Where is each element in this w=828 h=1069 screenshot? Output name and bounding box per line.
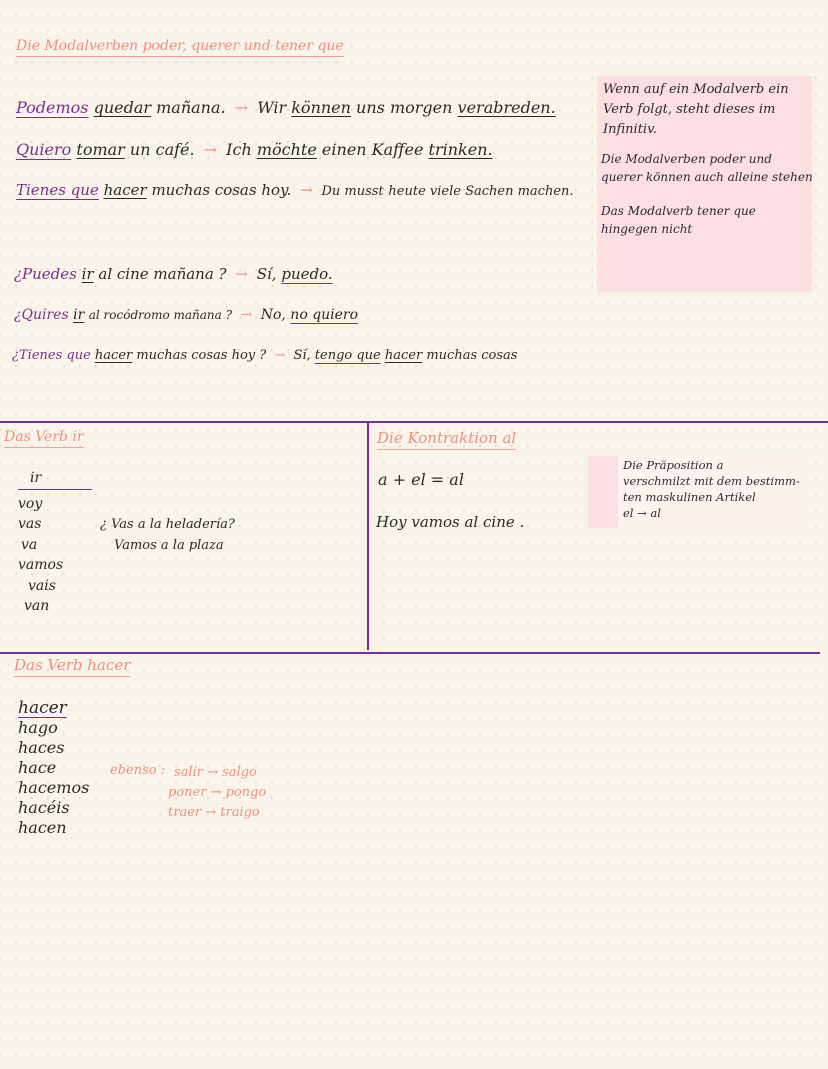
divider-horizontal-top: [0, 421, 828, 423]
arrow-icon: →: [300, 181, 313, 199]
hacer-form: haces: [18, 738, 65, 757]
ir-form: vais: [28, 577, 56, 594]
section-heading-hacer: Das Verb hacer: [14, 656, 130, 677]
question-3-rest: muchas cosas hoy ?: [136, 348, 267, 363]
ir-example-answer: Vamos a la plaza: [114, 538, 224, 553]
example-row-2: [16, 140, 493, 159]
question-3-mark: ¿: [12, 348, 19, 363]
answer-1-modal: puedo.: [281, 265, 333, 283]
example-row-3: [16, 181, 574, 199]
example-1-de-mid: uns: [356, 98, 385, 117]
answer-3-verb: hacer: [384, 348, 423, 363]
example-3-de-rest: heute viele Sachen machen.: [388, 184, 574, 199]
example-3-modal: Tienes que: [16, 181, 99, 199]
example-2-modal: Quiero: [16, 140, 72, 159]
arrow-icon: →: [203, 140, 218, 159]
example-3-infinitive: hacer: [103, 181, 147, 199]
note-modal-p2: [601, 150, 813, 186]
answer-3-yes: Sí,: [293, 348, 311, 363]
example-1-de-modal: können: [291, 98, 351, 117]
example-2-de-subject: Ich: [226, 140, 252, 159]
note-modal-p1: [603, 80, 789, 140]
question-row-2: [14, 307, 358, 323]
page-title: Die Modalverben poder, querer und tener que: [16, 38, 344, 57]
example-1-infinitive: quedar: [93, 98, 152, 117]
question-row-1: [14, 265, 333, 283]
question-1-mark: ¿: [14, 265, 23, 283]
hacer-similar-item: traer → traigo: [168, 805, 260, 820]
note-preposition-line: Die Präposition a: [623, 458, 724, 472]
example-3-rest: muchas cosas hoy.: [151, 181, 292, 199]
answer-3-modal: tengo que: [314, 348, 381, 363]
hacer-form: hacen: [18, 818, 67, 837]
arrow-icon: →: [234, 98, 249, 117]
hacer-similar-label: ebenso :: [110, 763, 166, 778]
answer-2-no: No,: [260, 307, 286, 323]
example-2-de-modal: möchte: [256, 140, 317, 159]
note-modal-p3: [601, 202, 756, 238]
ir-infinitive: ir: [18, 468, 92, 490]
note-modal-line: Infinitiv.: [603, 122, 658, 137]
answer-3-rest: muchas cosas: [426, 348, 518, 363]
ir-conjugation: [18, 468, 92, 617]
divider-vertical: [367, 421, 369, 650]
note-preposition-line: ten maskulinen Artikel: [623, 490, 756, 504]
section-heading-ir: Das Verb ir: [4, 429, 84, 448]
hacer-form: hacéis: [18, 798, 70, 817]
note-preposition-line: verschmilzt mit dem bestimm-: [623, 474, 800, 488]
hacer-similar-item: salir → salgo: [174, 765, 257, 780]
contraction-example: Hoy vamos al cine .: [376, 513, 525, 531]
question-1-verb: ir: [81, 265, 94, 283]
hacer-similar-item: poner → pongo: [168, 785, 267, 800]
example-2-rest: un café.: [129, 140, 195, 159]
example-1-de-subject: Wir: [257, 98, 287, 117]
ir-form: vamos: [18, 557, 64, 573]
answer-1-yes: Sí,: [256, 265, 277, 283]
example-row-1: [16, 98, 556, 117]
hacer-conjugation: [18, 698, 89, 838]
section-heading-contraction: Die Kontraktion al: [377, 429, 516, 450]
note-modal-line: Das Modalverb tener que: [601, 204, 756, 218]
example-2-de-mid: einen Kaffee: [321, 140, 424, 159]
hacer-similar-list: [168, 763, 266, 823]
note-modal-line: hingegen nicht: [601, 222, 693, 236]
contraction-formula: a + el = al: [378, 470, 464, 489]
example-1-rest: mañana.: [156, 98, 226, 117]
question-2-mark: ¿: [14, 307, 22, 323]
ir-form: va: [21, 536, 38, 553]
ir-example: [100, 514, 235, 556]
question-1-rest: al cine mañana ?: [98, 265, 227, 283]
example-1-de-infinitive: verabreden.: [457, 98, 556, 117]
example-3-de-subject: Du musst: [321, 184, 384, 199]
hacer-form: hago: [18, 718, 58, 737]
question-2-rest: al rocódromo mañana ?: [88, 308, 233, 322]
note-preposition: [588, 456, 618, 528]
hacer-form: hacemos: [18, 778, 90, 797]
question-row-3: [12, 348, 517, 363]
note-modal-line: Verb folgt, steht dieses im: [603, 102, 776, 117]
arrow-icon: →: [240, 307, 253, 323]
arrow-icon: →: [235, 265, 248, 283]
hacer-form: hace: [18, 758, 57, 777]
answer-2-modal: no quiero: [290, 307, 359, 323]
example-1-modal: Podemos: [16, 98, 89, 117]
question-1-modal: Puedes: [22, 265, 77, 283]
ir-form: voy: [18, 495, 43, 512]
example-1-de-mid2: morgen: [389, 98, 453, 117]
arrow-icon: →: [274, 348, 286, 363]
hacer-infinitive: hacer: [18, 698, 67, 718]
question-3-verb: hacer: [94, 348, 133, 363]
note-modal-line: querer können auch alleine stehen: [601, 170, 813, 184]
note-preposition-line: el → al: [623, 506, 661, 520]
question-2-modal: Quires: [21, 307, 69, 323]
question-3-modal: Tienes que: [18, 348, 91, 363]
question-2-verb: ir: [73, 307, 85, 323]
example-2-de-infinitive: trinken.: [428, 140, 493, 159]
divider-horizontal-bottom: [0, 652, 820, 654]
ir-example-question: ¿ Vas a la heladería?: [100, 517, 235, 532]
note-modal-line: Die Modalverben poder und: [601, 152, 772, 166]
note-modal-line: Wenn auf ein Modalverb ein: [603, 82, 789, 97]
example-2-infinitive: tomar: [76, 140, 125, 159]
ir-form: vas: [18, 516, 42, 532]
note-preposition-text: [623, 457, 800, 521]
ir-form: van: [24, 598, 50, 614]
